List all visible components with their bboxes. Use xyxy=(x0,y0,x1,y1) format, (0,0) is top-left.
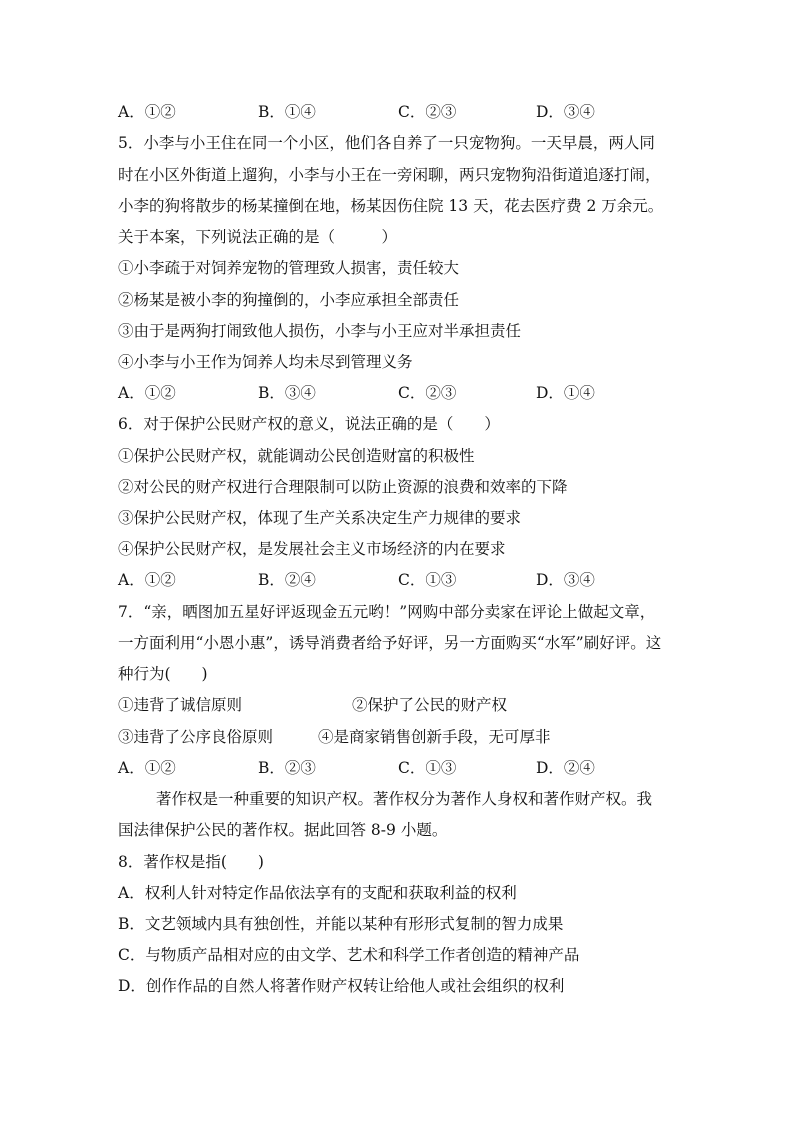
q8-choice-c[interactable]: C．与物质产品相对应的由文学、艺术和科学工作者创造的精神产品 xyxy=(118,946,580,964)
q7-options xyxy=(118,758,678,778)
q7-option-b[interactable]: B．②③ xyxy=(258,759,316,777)
q5-options xyxy=(118,383,678,403)
q6-statement-1: ①保护公民财产权，就能调动公民创造财富的积极性 xyxy=(118,447,475,465)
q4-option-c[interactable]: C．②③ xyxy=(398,103,457,121)
q7-option-a[interactable]: A．①② xyxy=(118,759,176,777)
q5-stem-line: 小李的狗将散步的杨某撞倒在地，杨某因伤住院 13 天，花去医疗费 2 万余元。 xyxy=(118,197,664,215)
q5-option-c[interactable]: C．②③ xyxy=(398,384,457,402)
q6-option-a[interactable]: A．①② xyxy=(118,571,176,589)
q5-option-a[interactable]: A．①② xyxy=(118,384,176,402)
q5-stem-line: 5．小李与小王住在同一个小区，他们各自养了一只宠物狗。一天早晨，两人同 xyxy=(118,134,655,152)
q5-statement-1: ①小李疏于对饲养宠物的管理致人损害，责任较大 xyxy=(118,259,460,277)
q6-option-d[interactable]: D．③④ xyxy=(536,571,595,589)
q8-choice-d[interactable]: D．创作作品的自然人将著作财产权转让给他人或社会组织的权利 xyxy=(118,977,565,995)
q6-option-c[interactable]: C．①③ xyxy=(398,571,457,589)
q7-statement-3: ③违背了公序良俗原则 xyxy=(118,728,274,746)
q7-stem-line: 7．“亲，晒图加五星好评返现金五元哟！”网购中部分卖家在评论上做起文章， xyxy=(118,603,656,621)
q7-option-d[interactable]: D．②④ xyxy=(536,759,595,777)
q8-choice-a[interactable]: A．权利人针对特定作品依法享有的支配和获取利益的权利 xyxy=(118,884,517,902)
q7-statement-4: ④是商家销售创新手段，无可厚非 xyxy=(318,728,551,746)
q7-statement-1: ①违背了诚信原则 xyxy=(118,696,243,714)
q5-statement-2: ②杨某是被小李的狗撞倒的，小李应承担全部责任 xyxy=(118,291,460,309)
q5-stem-line: 时在小区外街道上遛狗，小李与小王在一旁闲聊，两只宠物狗沿街道追逐打闹， xyxy=(118,166,661,184)
q7-statements-row-2 xyxy=(118,727,678,747)
q7-stem-line: 种行为( ) xyxy=(118,665,208,683)
q5-option-d[interactable]: D．①④ xyxy=(536,384,595,402)
q6-statement-3: ③保护公民财产权，体现了生产关系决定生产力规律的要求 xyxy=(118,509,522,527)
q8-stem: 8．著作权是指( ) xyxy=(118,853,264,871)
q6-option-b[interactable]: B．②④ xyxy=(258,571,316,589)
intro-paragraph-line: 国法律保护公民的著作权。据此回答 8-9 小题。 xyxy=(118,821,448,839)
q5-statement-4: ④小李与小王作为饲养人均未尽到管理义务 xyxy=(118,353,413,371)
q4-options xyxy=(118,102,678,122)
q6-stem: 6．对于保护公民财产权的意义，说法正确的是（ ） xyxy=(118,415,500,433)
q7-statements-row-1 xyxy=(118,695,678,715)
intro-paragraph-line: 著作权是一种重要的知识产权。著作权分为著作人身权和著作财产权。我 xyxy=(156,790,653,808)
q7-stem-line: 一方面利用“小恩小惠”，诱导消费者给予好评，另一方面购买“水军”刷好评。这 xyxy=(118,634,662,652)
q4-option-a[interactable]: A．①② xyxy=(118,103,176,121)
q8-choice-b[interactable]: B．文艺领域内具有独创性，并能以某种有形形式复制的智力成果 xyxy=(118,915,564,933)
q6-options xyxy=(118,570,678,590)
q6-statement-2: ②对公民的财产权进行合理限制可以防止资源的浪费和效率的下降 xyxy=(118,478,568,496)
q5-option-b[interactable]: B．③④ xyxy=(258,384,316,402)
q4-option-b[interactable]: B．①④ xyxy=(258,103,316,121)
q7-option-c[interactable]: C．①③ xyxy=(398,759,457,777)
q5-stem-line: 关于本案，下列说法正确的是（ ） xyxy=(118,228,398,246)
q5-statement-3: ③由于是两狗打闹致他人损伤，小李与小王应对半承担责任 xyxy=(118,322,522,340)
q6-statement-4: ④保护公民财产权，是发展社会主义市场经济的内在要求 xyxy=(118,540,506,558)
q4-option-d[interactable]: D．③④ xyxy=(536,103,595,121)
q7-statement-2: ②保护了公民的财产权 xyxy=(352,696,508,714)
